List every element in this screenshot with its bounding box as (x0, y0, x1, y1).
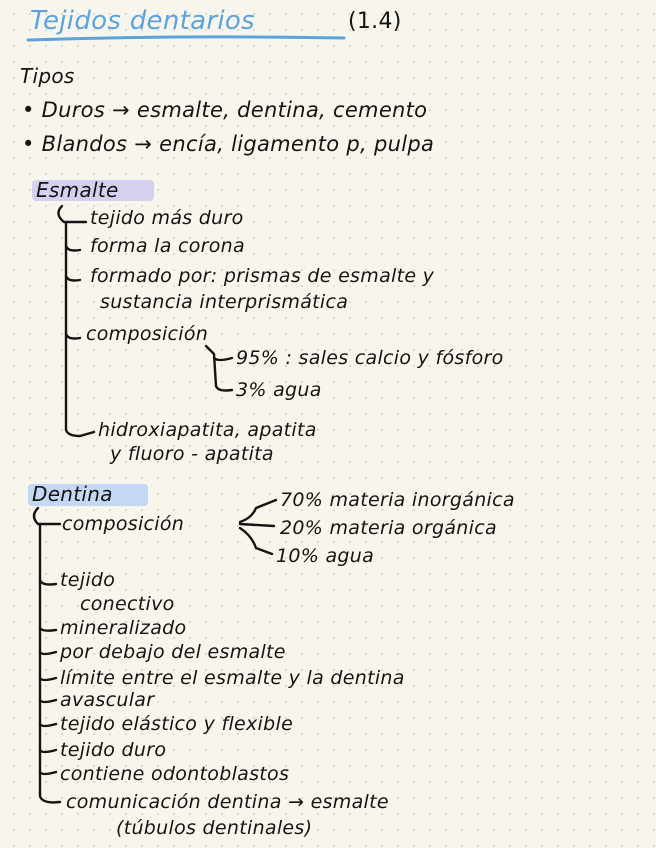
dentina-item: avascular (60, 689, 155, 711)
dentina-comp-item: 70% materia inorgánica (280, 489, 515, 511)
dentina-item: tejido elástico y flexible (60, 713, 294, 735)
tipos-duros: • Duros → esmalte, dentina, cemento (22, 98, 428, 122)
dentina-heading: Dentina (32, 482, 113, 506)
dentina-item: por debajo del esmalte (60, 641, 286, 663)
dentina-item: límite entre el esmalte y la dentina (60, 667, 405, 689)
esmalte-heading: Esmalte (36, 178, 119, 202)
esmalte-item: formado por: prismas de esmalte y (90, 265, 435, 287)
dentina-comp-item: 20% materia orgánica (280, 517, 497, 539)
title-suffix: (1.4) (348, 9, 402, 34)
esmalte-subitem: 3% agua (236, 379, 322, 401)
page-title: Tejidos dentarios (30, 6, 255, 36)
dentina-item: tejido duro (60, 739, 167, 761)
dentina-item: contiene odontoblastos (60, 763, 290, 785)
esmalte-subitem: 95% : sales calcio y fósforo (236, 347, 504, 369)
esmalte-item: sustancia interprismática (100, 291, 349, 313)
esmalte-item: composición (86, 323, 209, 345)
esmalte-item: forma la corona (90, 235, 245, 257)
dentina-composicion: composición (62, 513, 185, 535)
dentina-item: comunicación dentina → esmalte (66, 791, 389, 813)
dentina-item: mineralizado (60, 617, 187, 639)
dentina-item: (túbulos dentinales) (116, 817, 313, 839)
dentina-item: conectivo (80, 593, 175, 615)
tipos-blandos: • Blandos → encía, ligamento p, pulpa (22, 132, 435, 156)
dentina-comp-item: 10% agua (276, 545, 375, 567)
esmalte-item: hidroxiapatita, apatita (98, 419, 317, 441)
tipos-heading: Tipos (20, 64, 75, 88)
esmalte-item: y fluoro - apatita (110, 443, 274, 465)
esmalte-item: tejido más duro (90, 207, 244, 229)
dentina-item: tejido (60, 569, 116, 591)
